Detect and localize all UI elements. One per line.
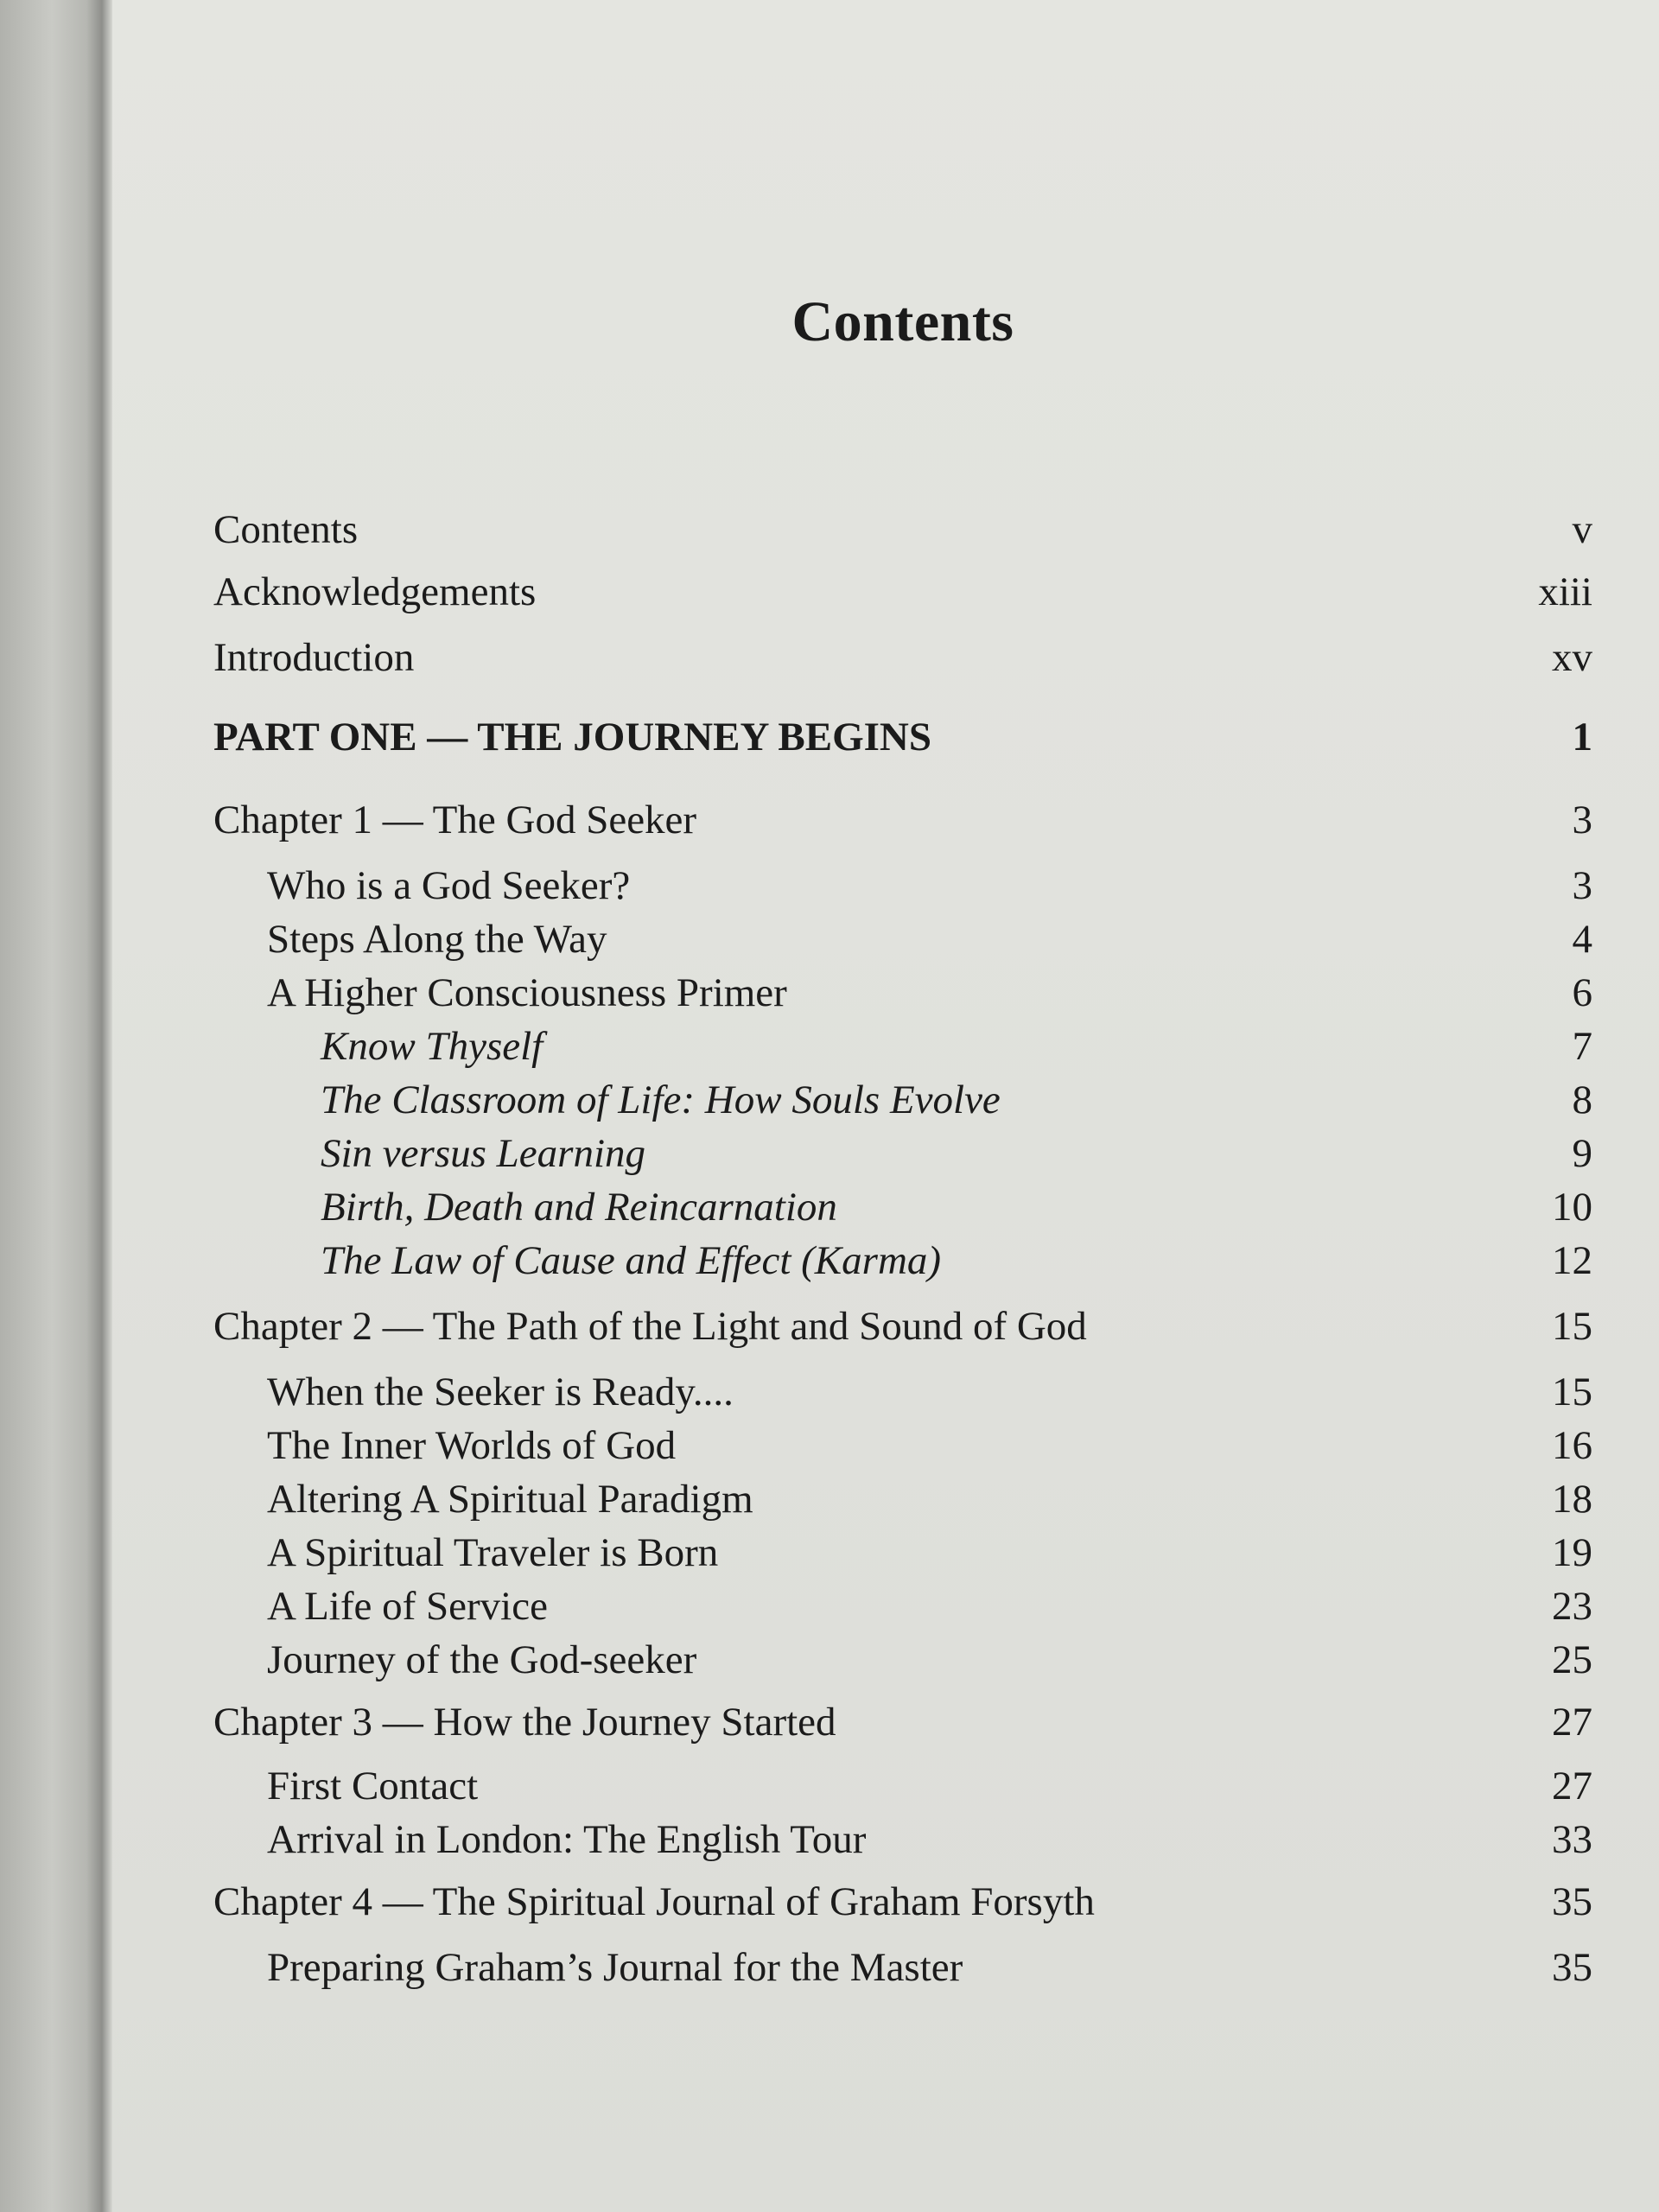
toc-entry-page: 15 bbox=[1552, 1370, 1592, 1414]
toc-entry-label: Introduction bbox=[213, 635, 415, 680]
toc-entry-page: 8 bbox=[1572, 1077, 1592, 1122]
toc-entry-label: Chapter 1 — The God Seeker bbox=[213, 798, 697, 842]
left-page-edge bbox=[0, 0, 112, 2212]
toc-entry-label: Steps Along the Way bbox=[267, 917, 607, 962]
toc-entry-page: xv bbox=[1552, 635, 1592, 680]
toc-section bbox=[213, 1816, 1592, 1868]
toc-chapter-4 bbox=[213, 1878, 1592, 1930]
toc-entry-label: Chapter 4 — The Spiritual Journal of Graham Forsyth bbox=[213, 1879, 1095, 1924]
page-title: Contents bbox=[791, 290, 1014, 353]
toc-entry-label: Sin versus Learning bbox=[321, 1131, 645, 1176]
toc-entry-page: 25 bbox=[1552, 1637, 1592, 1682]
toc-subsection bbox=[213, 1023, 1592, 1075]
toc-entry-label: Contents bbox=[213, 507, 359, 552]
toc-entry-label: Know Thyself bbox=[321, 1024, 543, 1069]
toc-entry-page: 3 bbox=[1572, 798, 1592, 842]
toc-entry-label: Acknowledgements bbox=[213, 569, 537, 614]
toc-entry-page: 27 bbox=[1552, 1764, 1592, 1808]
toc-entry-label: Journey of the God-seeker bbox=[267, 1637, 697, 1682]
toc-section bbox=[213, 1763, 1592, 1815]
toc-section bbox=[213, 862, 1592, 914]
toc-entry-acknowledgements bbox=[213, 569, 1592, 620]
toc-entry-label: A Spiritual Traveler is Born bbox=[267, 1530, 719, 1575]
toc-entry-page: 9 bbox=[1572, 1131, 1592, 1176]
toc-entry-page: 16 bbox=[1552, 1423, 1592, 1468]
toc-subsection bbox=[213, 1184, 1592, 1236]
toc-part-one bbox=[213, 714, 1592, 766]
toc-entry-page: 18 bbox=[1552, 1477, 1592, 1522]
toc-entry-page: 33 bbox=[1552, 1817, 1592, 1862]
toc-entry-label: The Law of Cause and Effect (Karma) bbox=[321, 1238, 942, 1283]
toc-entry-page: 3 bbox=[1572, 863, 1592, 908]
toc-entry-label: A Life of Service bbox=[267, 1584, 548, 1629]
toc-entry-page: 7 bbox=[1572, 1024, 1592, 1069]
toc-chapter-3 bbox=[213, 1699, 1592, 1751]
toc-entry-page: 6 bbox=[1572, 970, 1592, 1015]
toc-entry-label: First Contact bbox=[267, 1764, 479, 1808]
toc-entry-page: 19 bbox=[1552, 1530, 1592, 1575]
toc-subsection bbox=[213, 1237, 1592, 1289]
toc-entry-label: Arrival in London: The English Tour bbox=[267, 1817, 867, 1862]
toc-section bbox=[213, 1476, 1592, 1528]
toc-entry-label: Chapter 2 — The Path of the Light and Sound of God bbox=[213, 1304, 1087, 1349]
toc-section bbox=[213, 1369, 1592, 1421]
toc-entry-label: Who is a God Seeker? bbox=[267, 863, 631, 908]
toc-entry-label: PART ONE — THE JOURNEY BEGINS bbox=[213, 715, 932, 760]
toc-section bbox=[213, 969, 1592, 1021]
toc-subsection bbox=[213, 1077, 1592, 1128]
toc-entry-introduction bbox=[213, 634, 1592, 686]
toc-entry-page: v bbox=[1572, 507, 1592, 552]
toc-entry-label: The Classroom of Life: How Souls Evolve bbox=[321, 1077, 1001, 1122]
book-page bbox=[112, 0, 1659, 2212]
toc-entry-label: The Inner Worlds of God bbox=[267, 1423, 677, 1468]
toc-chapter-1 bbox=[213, 797, 1592, 849]
toc-entry-label: When the Seeker is Ready.... bbox=[267, 1370, 734, 1414]
toc-section bbox=[213, 1944, 1592, 1996]
toc-entry-page: 35 bbox=[1552, 1879, 1592, 1924]
toc-entry-page: 12 bbox=[1552, 1238, 1592, 1283]
toc-entry-label: A Higher Consciousness Primer bbox=[267, 970, 787, 1015]
toc-chapter-2 bbox=[213, 1303, 1592, 1355]
toc-entry-page: xiii bbox=[1538, 569, 1592, 614]
toc-entry-page: 1 bbox=[1572, 715, 1592, 760]
toc-entry-contents bbox=[213, 506, 1592, 558]
toc-entry-page: 23 bbox=[1552, 1584, 1592, 1629]
toc-entry-label: Chapter 3 — How the Journey Started bbox=[213, 1700, 836, 1745]
toc-entry-label: Preparing Graham’s Journal for the Master bbox=[267, 1945, 963, 1990]
toc-entry-page: 15 bbox=[1552, 1304, 1592, 1349]
toc-section bbox=[213, 1422, 1592, 1474]
toc-entry-page: 35 bbox=[1552, 1945, 1592, 1990]
toc-entry-label: Birth, Death and Reincarnation bbox=[321, 1185, 837, 1230]
toc-section bbox=[213, 1529, 1592, 1581]
toc-section bbox=[213, 916, 1592, 968]
toc-entry-page: 10 bbox=[1552, 1185, 1592, 1230]
table-of-contents bbox=[213, 0, 1592, 2212]
toc-subsection bbox=[213, 1130, 1592, 1182]
toc-entry-page: 4 bbox=[1572, 917, 1592, 962]
toc-section bbox=[213, 1637, 1592, 1688]
toc-section bbox=[213, 1583, 1592, 1635]
toc-entry-page: 27 bbox=[1552, 1700, 1592, 1745]
toc-entry-label: Altering A Spiritual Paradigm bbox=[267, 1477, 753, 1522]
